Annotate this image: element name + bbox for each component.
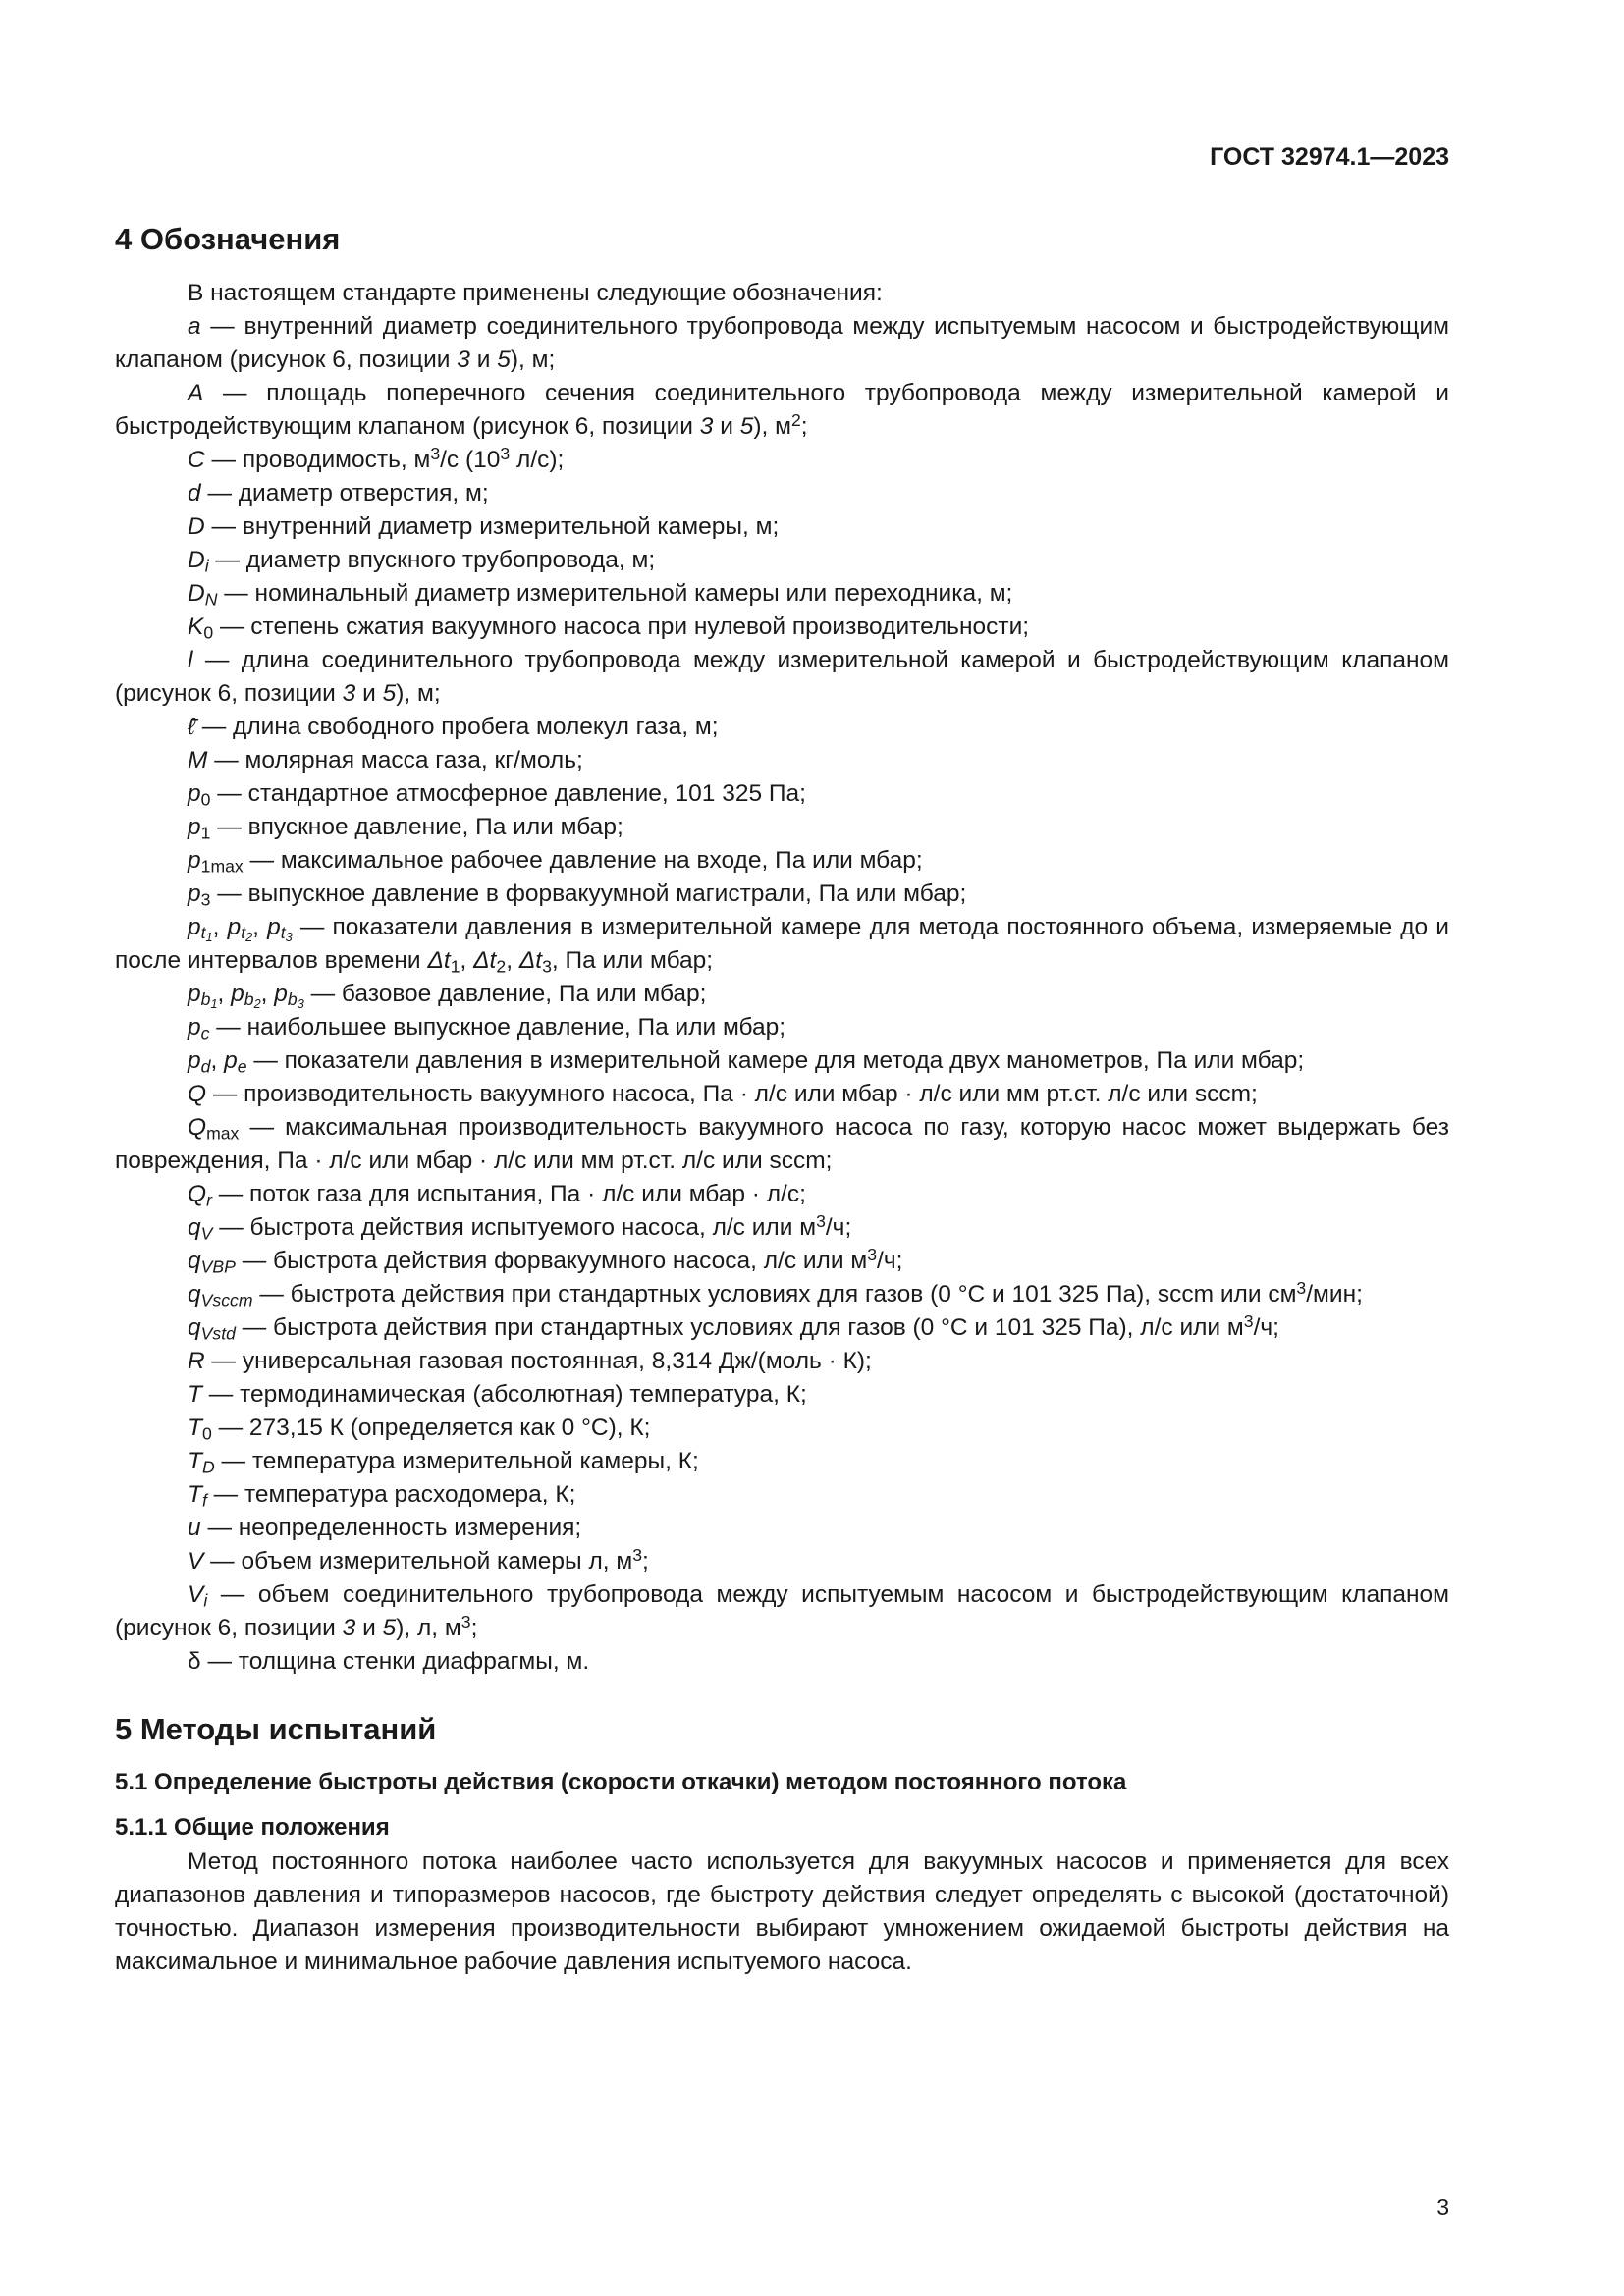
symbol-mean-free-path: ℓ̄ — длина свободного пробега молекул газа, м; [188,714,719,740]
symbol-u: u — неопределенность измерения; [188,1515,582,1541]
section-5-1-1-title: 5.1.1 Общие положения [115,1814,390,1841]
symbol-d: d — диаметр отверстия, м; [188,480,489,507]
symbol-R: R — универсальная газовая постоянная, 8,314 Дж/(моль · К); [188,1348,872,1374]
symbol-delta: δ — толщина стенки диафрагмы, м. [188,1648,590,1675]
symbol-Vi: $V_i$ — объем соединительного трубопровода между испытуемым насосом и быстродействующим клапаном (рисунок 6, позиции 3 и 5), л, $м^3$; [115,1581,1449,1641]
symbol-p1: $p_1$ — впускное давление, Па или мбар; [188,814,623,843]
symbol-pc: $p_c$ — наибольшее выпускное давление, Па или мбар; [188,1014,786,1043]
symbol-qVsccm: $q_{Vsccm}$ — быстрота действия при стандартных условиях для газов (0 °С и 101 325 Па), sccm или $см^3$/мин; [188,1278,1363,1310]
symbol-Q: Q — производительность вакуумного насоса, Па · л/с или мбар · л/с или мм рт.ст. л/с или sccm; [188,1081,1258,1107]
document-code: ГОСТ 32974.1—2023 [1210,143,1449,171]
symbol-T: T — термодинамическая (абсолютная) температура, К; [188,1381,807,1408]
symbol-Qr: $Q_r$ — поток газа для испытания, Па · л/с или мбар · л/с; [188,1181,806,1210]
page-content [115,218,1449,1979]
symbol-K0: $K_0$ — степень сжатия вакуумного насоса при нулевой производительности; [188,614,1030,643]
symbol-T0: $T_0$ — 273,15 К (определяется как 0 °С), К; [188,1415,651,1444]
symbol-V: V — объем измерительной камеры л, $м^3$; [188,1545,649,1575]
symbol-qVstd: $q_{Vstd}$ — быстрота действия при стандартных условиях для газов (0 °С и 101 325 Па), л/с или $м^3/ч$; [188,1311,1279,1344]
symbol-a: a — внутренний диаметр соединительного трубопровода между испытуемым насосом и быстродействующим клапаном (рисунок 6, позиции 3 и 5), м; [115,313,1449,373]
symbol-A: A — площадь поперечного сечения соединительного трубопровода между измерительной камерой и быстродействующим клапаном (рисунок 6, позиции 3 и 5), $м^2$; [115,380,1449,440]
symbol-Di: $D_i$ — диаметр впускного трубопровода, м; [188,547,656,576]
symbol-p1max: $p_{1max}$ — максимальное рабочее давление на входе, Па или мбар; [188,847,923,877]
symbol-Tf: $T_f$ — температура расходомера, К; [188,1481,576,1511]
symbol-C: C — проводимость, $м^3/с$ ($10^3$ л/с); [188,444,565,473]
symbol-D: D — внутренний диаметр измерительной камеры, м; [188,513,780,540]
symbol-l: l — длина соединительного трубопровода между измерительной камерой и быстродействующим клапаном (рисунок 6, позиции 3 и 5), м; [115,647,1449,707]
section-4-intro: В настоящем стандарте применены следующие обозначения: [188,280,883,306]
symbol-pd-pe: $p_d$, $p_e$ — показатели давления в измерительной камере для метода двух манометров, Па или мбар; [188,1047,1305,1077]
symbol-qVBP: $q_{VBP}$ — быстрота действия форвакуумного насоса, л/с или $м^3/ч$; [188,1245,903,1277]
symbol-pb: $p_{b_1}$, $p_{b_2}$, $p_{b_3}$ — базовое давление, Па или мбар; [188,981,707,1012]
section-5-title: 5 Методы испытаний [115,1712,437,1746]
section-5-1-1-text: Метод постоянного потока наиболее часто используется для вакуумных насосов и применяется для всех диапазонов давления и типоразмеров насосов, где быстроту действия следует определять с высокой (достаточной) точностью. Диапазон измерения производительности выбирают умножением ожидаемой быстроты действия на максимальное и минимальное рабочие давления испытуемого насоса. [115,1848,1449,1975]
symbol-qV: $q_V$ — быстрота действия испытуемого насоса, л/с или $м^3/ч$; [188,1211,852,1244]
symbol-p0: $p_0$ — стандартное атмосферное давление, 101 325 Па; [188,780,806,810]
symbol-M: M — молярная масса газа, кг/моль; [188,747,583,774]
symbol-pt: $p_{t_1}$, $p_{t_2}$, $p_{t_3}$ — показатели давления в измерительной камере для метода постоянного объема, измеряемые до и после интервалов времени $\Delta t_1$, $\Delta t_2$, $\Delta t_3$, Па или мбар; [115,914,1449,977]
section-4-title: 4 Обозначения [115,222,341,256]
symbol-p3: $p_3$ — выпускное давление в форвакуумной магистрали, Па или мбар; [188,881,967,910]
section-5-1-title: 5.1 Определение быстроты действия (скорости откачки) методом постоянного потока [115,1769,1127,1795]
symbol-DN: $D_N$ — номинальный диаметр измерительной камеры или переходника, м; [188,580,1013,610]
page-number: 3 [1436,2194,1449,2219]
symbol-TD: $T_D$ — температура измерительной камеры, К; [188,1448,699,1477]
symbol-Qmax: $Q_{max}$ — максимальная производительность вакуумного насоса по газу, которую насос может выдержать без повреждения, Па · л/с или мбар · л/с или мм рт.ст. л/с или sccm; [115,1114,1449,1174]
